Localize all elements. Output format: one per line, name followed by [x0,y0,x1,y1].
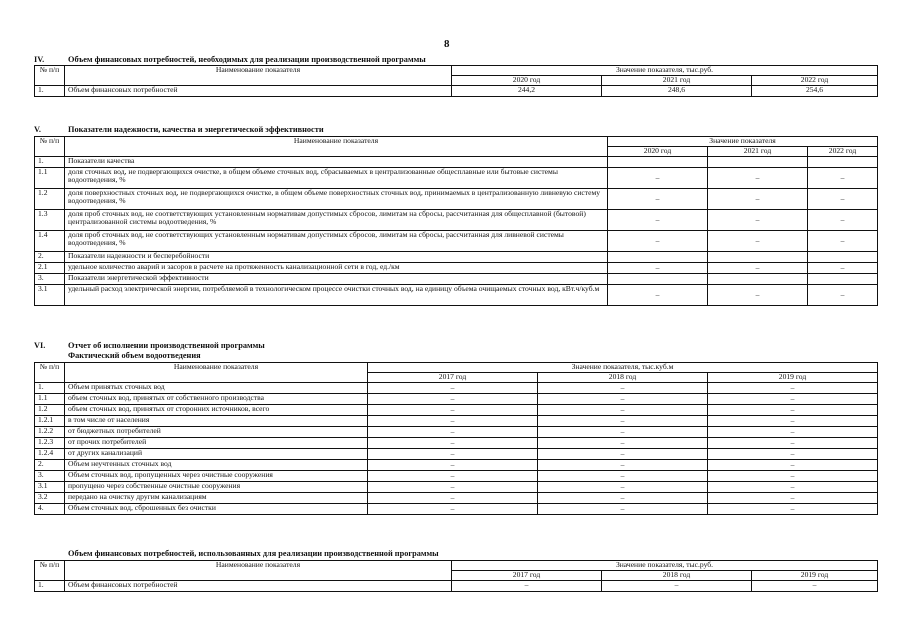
row-number: 3. [35,471,65,482]
table-row [35,482,878,493]
row-value: – [608,285,708,306]
col-value-header: Значение показателя, тыс.руб. [452,66,878,76]
col-name-header: Наименование показателя [65,561,452,581]
year-header: 2021 год [708,147,808,157]
row-value [608,157,708,168]
row-number: 1.2 [35,405,65,416]
row-name: Объем сточных вод, пропущенных через очистные сооружения [65,471,368,482]
row-value: – [708,493,878,504]
row-name: объем сточных вод, принятых от собственного производства [65,394,368,405]
section-6-heading [34,341,265,350]
section-5-number: V. [34,125,41,134]
year-header: 2020 год [452,76,602,86]
row-number: 1.2 [35,189,65,210]
year-header: 2021 год [602,76,752,86]
row-value: – [538,416,708,427]
col-no-header: № п/п [35,561,65,581]
row-value: – [538,482,708,493]
section-4-title: Объем финансовых потребностей, необходимых для реализации производственной программы [68,55,426,64]
row-value [608,274,708,285]
row-name: доля поверхностных сточных вод, не подвергающихся очистке, в общем объеме поверхностных сточных вод, принимаемых в централизованную ливневую систему водоотведения, % [65,189,608,210]
table-row [35,405,878,416]
row-number: 1.2.4 [35,449,65,460]
row-number: 1.3 [35,210,65,231]
section-6-title: Отчет об исполнении производственной программы [68,341,265,350]
row-name: пропущено через собственные очистные сооружения [65,482,368,493]
row-value: – [708,285,808,306]
row-name: удельный расход электрической энергии, потребляемой в технологическом процессе очистки сточных вод, на единицу объема очищаемых сточных вод, кВт.ч/куб.м [65,285,608,306]
row-value: – [368,438,538,449]
row-value [708,274,808,285]
row-name: доля проб сточных вод, не соответствующих установленным нормативам допустимых сбросов, лимитам на сбросы, рассчитанная для ливневой системы водоотведения, % [65,231,608,252]
table-row [35,416,878,427]
row-name: в том числе от населения [65,416,368,427]
table-row [35,274,878,285]
row-number: 2. [35,252,65,263]
row-value: – [608,168,708,189]
col-no-header: № п/п [35,137,65,157]
row-number: 3.1 [35,285,65,306]
row-value: – [608,189,708,210]
row-value: – [538,438,708,449]
row-value: – [708,189,808,210]
col-name-header: Наименование показателя [65,66,452,86]
row-value: – [538,504,708,515]
section-6-subtitle: Фактический объем водоотведения [68,351,201,360]
section-5-title: Показатели надежности, качества и энергетической эффективности [68,125,324,134]
row-value: – [708,471,878,482]
row-value: – [538,449,708,460]
section-7-title: Объем финансовых потребностей, использованных для реализации производственной программы [68,549,439,558]
section-6-number: VI. [34,341,46,350]
row-value: 248,6 [602,86,752,97]
row-value: – [368,416,538,427]
table-row [35,157,878,168]
row-name: доля проб сточных вод, не соответствующих установленным нормативам допустимых сбросов, лимитам на сбросы, рассчитанная для общесплавной (бытовой) централизованной системы водоотведения, % [65,210,608,231]
row-value [608,252,708,263]
row-name: доля сточных вод, не подвергающихся очистке, в общем объеме сточных вод, сбрасываемых в централизованные общесплавные или бытовые системы водоотведения, % [65,168,608,189]
year-header: 2019 год [752,571,878,581]
row-value: – [808,231,878,252]
col-value-header: Значение показателя, тыс.руб. [452,561,878,571]
row-value: – [368,427,538,438]
row-value [808,157,878,168]
row-value: – [368,482,538,493]
row-value: – [808,168,878,189]
section-5-heading [34,125,324,134]
row-value: – [808,285,878,306]
row-value: 254,6 [752,86,878,97]
row-value: – [708,168,808,189]
row-number: 2. [35,460,65,471]
row-value: – [538,427,708,438]
row-value: – [708,460,878,471]
row-value: – [808,189,878,210]
year-header: 2022 год [752,76,878,86]
row-value: – [708,482,878,493]
row-number: 1.2.1 [35,416,65,427]
row-value: – [608,231,708,252]
table-row [35,471,878,482]
row-value: – [752,581,878,592]
year-header: 2020 год [608,147,708,157]
row-name: удельное количество аварий и засоров в расчете на протяженность канализационной сети в год, ед./км [65,263,608,274]
table-row [35,231,878,252]
row-value [808,252,878,263]
table-row [35,581,878,592]
row-value: – [708,504,878,515]
row-name: передано на очистку другим канализациям [65,493,368,504]
row-number: 1.1 [35,168,65,189]
col-name-header: Наименование показателя [65,363,368,383]
row-value: – [708,427,878,438]
row-number: 1.2.3 [35,438,65,449]
row-value: – [368,449,538,460]
row-value [708,157,808,168]
row-value: – [368,394,538,405]
table-row [35,460,878,471]
row-value: – [608,263,708,274]
row-value: – [538,493,708,504]
row-number: 2.1 [35,263,65,274]
year-header: 2017 год [368,373,538,383]
col-value-header: Значение показателя [608,137,878,147]
row-number: 1. [35,86,65,97]
row-value: – [452,581,602,592]
row-value: – [538,460,708,471]
row-name: Показатели энергетической эффективности [65,274,608,285]
row-number: 1.1 [35,394,65,405]
row-value: – [708,383,878,394]
row-value: – [708,231,808,252]
row-name: Показатели качества [65,157,608,168]
row-number: 3.1 [35,482,65,493]
year-header: 2018 год [602,571,752,581]
row-value: – [538,383,708,394]
year-header: 2017 год [452,571,602,581]
table-row [35,168,878,189]
row-value: – [708,438,878,449]
row-number: 1. [35,157,65,168]
row-value: – [708,263,808,274]
row-value: – [368,471,538,482]
table-row [35,252,878,263]
financial-used-table [34,560,878,592]
col-name-header: Наименование показателя [65,137,608,157]
reliability-quality-table [34,136,878,306]
row-value: 244,2 [452,86,602,97]
row-value: – [808,263,878,274]
row-value [808,274,878,285]
col-no-header: № п/п [35,66,65,86]
row-value: – [808,210,878,231]
row-value: – [538,405,708,416]
page-number: 8 [444,38,450,50]
row-value: – [368,383,538,394]
row-value: – [602,581,752,592]
row-value: – [368,405,538,416]
table-row [35,493,878,504]
row-name: от других канализаций [65,449,368,460]
row-number: 3.2 [35,493,65,504]
row-name: от бюджетных потребителей [65,427,368,438]
row-value: – [708,210,808,231]
year-header: 2022 год [808,147,878,157]
wastewater-volume-table [34,362,878,515]
row-name: Показатели надежности и бесперебойности [65,252,608,263]
year-header: 2018 год [538,373,708,383]
row-number: 4. [35,504,65,515]
table-row [35,504,878,515]
row-value: – [608,210,708,231]
row-value: – [708,405,878,416]
table-row [35,427,878,438]
row-value: – [368,460,538,471]
section-4-number: IV. [34,55,45,64]
row-value: – [708,416,878,427]
row-value: – [538,394,708,405]
row-value: – [708,449,878,460]
row-value: – [538,471,708,482]
row-number: 1. [35,581,65,592]
row-name: Объем сточных вод, сброшенных без очистки [65,504,368,515]
row-name: Объем финансовых потребностей [65,86,452,97]
col-no-header: № п/п [35,363,65,383]
row-value [708,252,808,263]
table-row [35,210,878,231]
table-row [35,449,878,460]
row-name: Объем финансовых потребностей [65,581,452,592]
section-4-heading [34,55,426,64]
table-row [35,438,878,449]
financial-needs-table [34,65,878,97]
table-row [35,383,878,394]
row-value: – [368,493,538,504]
row-name: от прочих потребителей [65,438,368,449]
row-name: объем сточных вод, принятых от сторонних источников, всего [65,405,368,416]
row-value: – [708,394,878,405]
row-number: 1.4 [35,231,65,252]
table-row [35,394,878,405]
table-row [35,86,878,97]
row-name: Объем неучтенных сточных вод [65,460,368,471]
row-value: – [368,504,538,515]
table-row [35,285,878,306]
table-row [35,263,878,274]
table-row [35,189,878,210]
row-number: 1.2.2 [35,427,65,438]
col-value-header: Значение показателя, тыс.куб.м [368,363,878,373]
row-number: 3. [35,274,65,285]
year-header: 2019 год [708,373,878,383]
row-number: 1. [35,383,65,394]
row-name: Объем принятых сточных вод [65,383,368,394]
